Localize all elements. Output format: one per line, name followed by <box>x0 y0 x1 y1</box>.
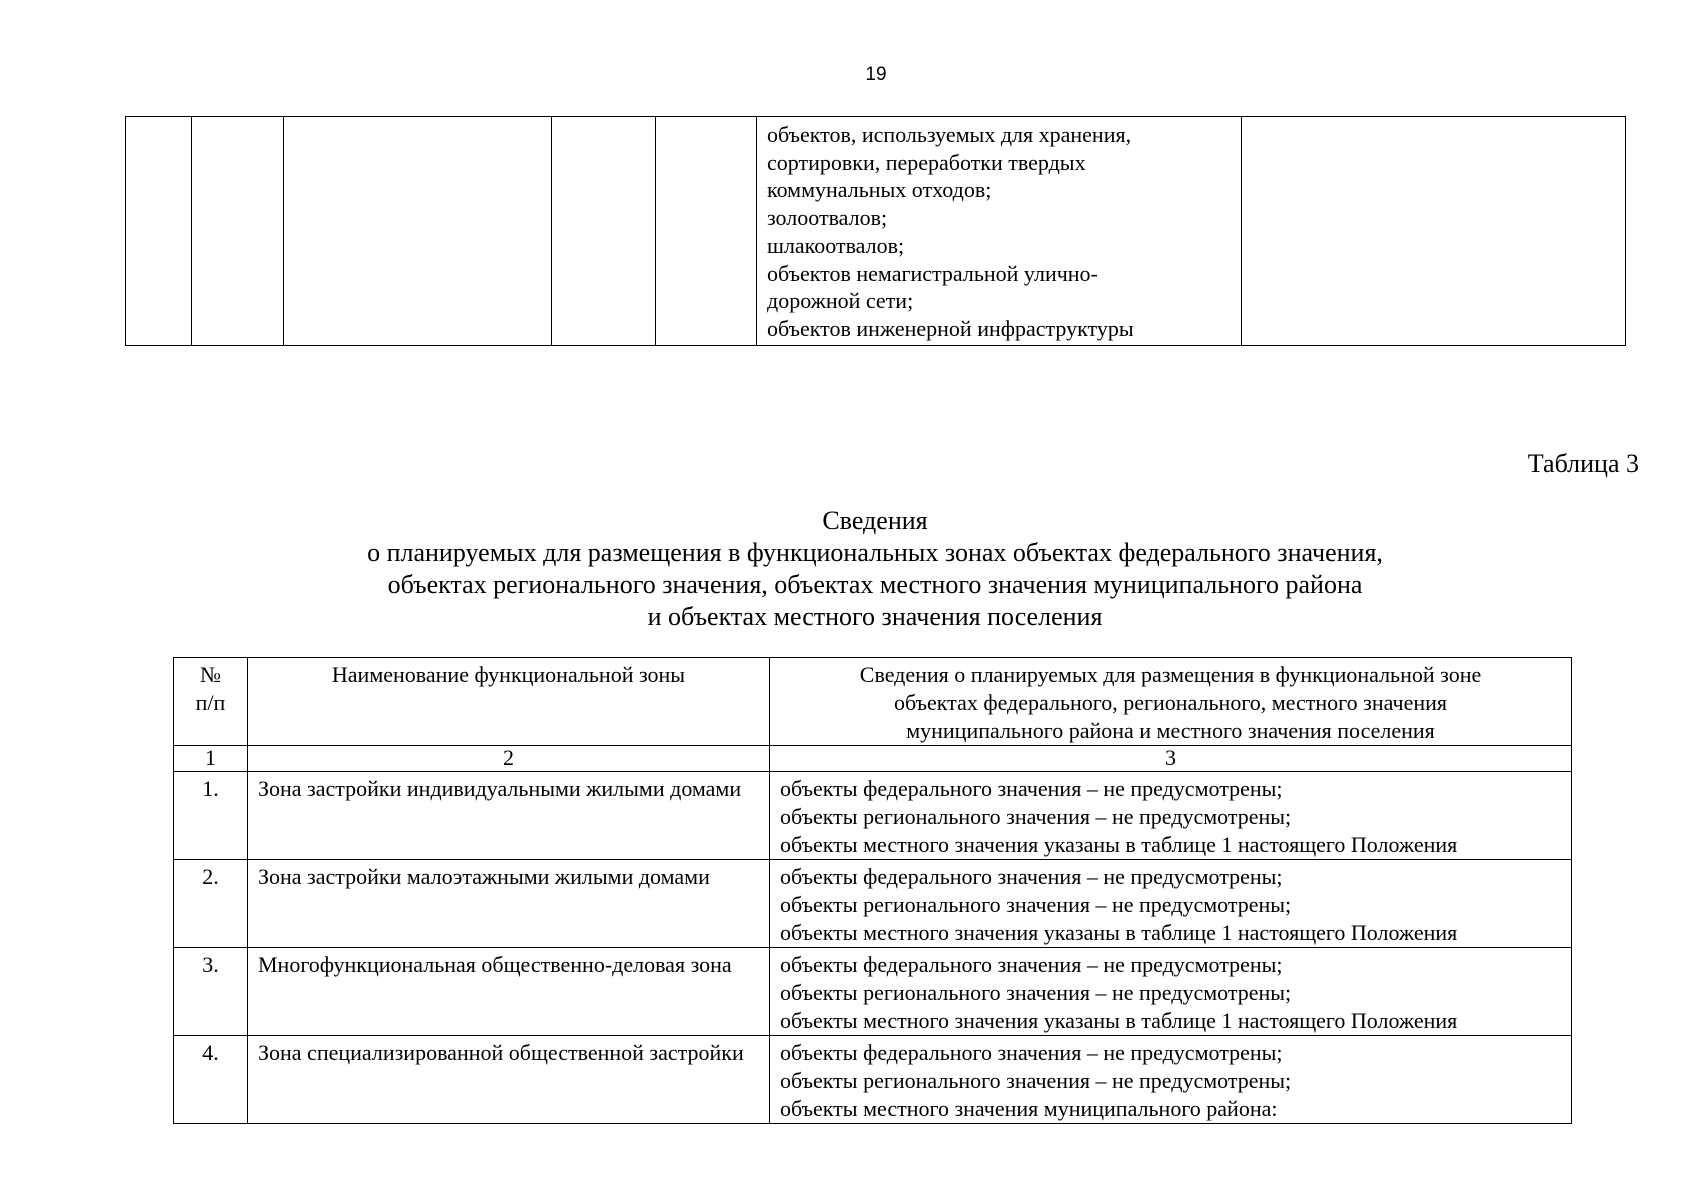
page-number: 19 <box>865 64 887 85</box>
header-text: п/п <box>195 690 226 715</box>
detail-line: объекты местного значения указаны в таблице 1 настоящего Положения <box>780 1008 1458 1033</box>
list-item: сортировки, переработки твердых <box>767 149 1086 175</box>
header-text: № <box>200 662 221 687</box>
table-header-row <box>174 658 1572 746</box>
list-item: объектов инженерной инфраструктуры <box>767 315 1134 341</box>
table-row <box>174 1036 1572 1124</box>
object-list-cell <box>757 117 1242 346</box>
detail-line: объекты федерального значения – не предусмотрены; <box>780 864 1283 889</box>
zone-name: Зона специализированной общественной застройки <box>248 1036 770 1124</box>
table-cell <box>1242 117 1626 346</box>
detail-line: объекты федерального значения – не предусмотрены; <box>780 1040 1283 1065</box>
header-text: Сведения о планируемых для размещения в функциональной зоне <box>859 662 1482 687</box>
column-number: 2 <box>248 746 770 772</box>
zone-details <box>770 860 1572 948</box>
detail-line: объекты регионального значения – не предусмотрены; <box>780 980 1292 1005</box>
detail-line: объекты регионального значения – не предусмотрены; <box>780 892 1292 917</box>
zone-name: Многофункциональная общественно-деловая зона <box>248 948 770 1036</box>
table-row <box>174 948 1572 1036</box>
list-item: объектов, используемых для хранения, <box>767 122 1132 147</box>
detail-line: объекты местного значения указаны в таблице 1 настоящего Положения <box>780 832 1458 857</box>
header-num <box>174 658 248 746</box>
list-item: коммунальных отходов; <box>767 177 992 203</box>
header-text: муниципального района и местного значения поселения <box>906 718 1435 743</box>
zone-details <box>770 772 1572 860</box>
table-cell <box>552 117 656 346</box>
detail-line: объекты федерального значения – не предусмотрены; <box>780 952 1283 977</box>
list-item: шлакоотвалов; <box>767 232 905 258</box>
row-number: 4. <box>174 1036 248 1124</box>
zone-details <box>770 1036 1572 1124</box>
column-number: 3 <box>770 746 1572 772</box>
zone-details <box>770 948 1572 1036</box>
column-number: 1 <box>174 746 248 772</box>
table-cell <box>284 117 552 346</box>
list-item: золоотвалов; <box>767 205 888 231</box>
row-number: 1. <box>174 772 248 860</box>
planned-objects-table <box>173 657 1572 1124</box>
list-item: дорожной сети; <box>767 288 914 314</box>
row-number: 3. <box>174 948 248 1036</box>
table-cell <box>192 117 284 346</box>
column-number-row <box>174 746 1572 772</box>
table-row <box>174 772 1572 860</box>
list-item: объектов немагистральной улично- <box>767 260 1098 286</box>
header-details <box>770 658 1572 746</box>
heading-line: о планируемых для размещения в функциональных зонах объектах федерального значения, <box>367 538 1383 567</box>
table-row <box>174 860 1572 948</box>
table-label: Таблица 3 <box>1527 449 1639 478</box>
detail-line: объекты федерального значения – не предусмотрены; <box>780 776 1283 801</box>
table-row <box>126 117 1626 346</box>
detail-line: объекты местного значения указаны в таблице 1 настоящего Положения <box>780 920 1458 945</box>
heading-line: объектах регионального значения, объектах местного значения муниципального района <box>387 570 1363 599</box>
heading-line: и объектах местного значения поселения <box>647 602 1103 631</box>
row-number: 2. <box>174 860 248 948</box>
header-text: объектах федерального, регионального, местного значения <box>894 690 1447 715</box>
zone-name: Зона застройки индивидуальными жилыми домами <box>248 772 770 860</box>
zone-name: Зона застройки малоэтажными жилыми домами <box>248 860 770 948</box>
table-cell <box>656 117 757 346</box>
detail-line: объекты регионального значения – не предусмотрены; <box>780 804 1292 829</box>
table-cell <box>126 117 192 346</box>
heading-title: Сведения <box>822 506 928 535</box>
header-zone: Наименование функциональной зоны <box>248 658 770 746</box>
detail-line: объекты регионального значения – не предусмотрены; <box>780 1068 1292 1093</box>
detail-line: объекты местного значения муниципального района: <box>780 1096 1278 1121</box>
continued-table <box>125 116 1626 346</box>
